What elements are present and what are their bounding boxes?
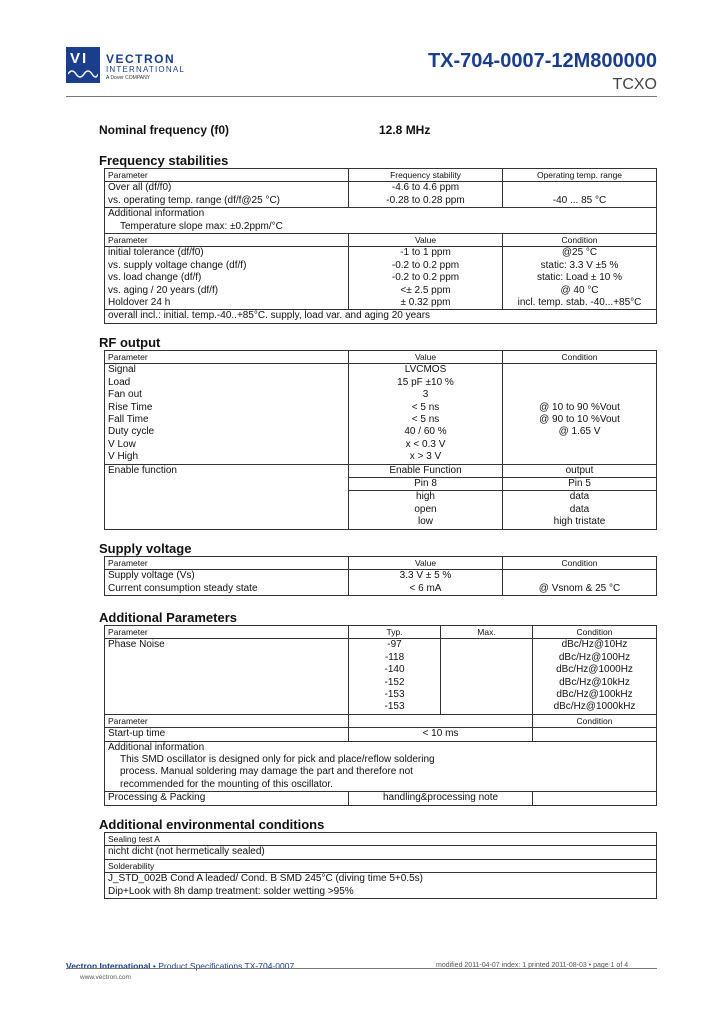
cell: overall incl.: initial. temp.-40..+85°C. supply, load var. and aging 20 years (105, 310, 657, 323)
table-row (105, 208, 657, 221)
cell (441, 701, 533, 714)
cell: vs. supply voltage change (df/f) (105, 260, 349, 272)
cell: data (503, 491, 657, 504)
cell (503, 570, 657, 583)
cell: @ 90 to 10 %Vout (503, 414, 657, 426)
table-row (105, 754, 657, 766)
environmental-table (104, 832, 657, 899)
table-row (105, 766, 657, 778)
table-row (105, 182, 657, 195)
table-header (105, 557, 657, 570)
wave-icon (68, 68, 98, 80)
table-row (105, 639, 657, 652)
cell: V Low (105, 439, 349, 451)
table-row (105, 297, 657, 310)
cell (503, 182, 657, 195)
cell: high (349, 491, 503, 504)
table-row (105, 846, 657, 859)
cell (441, 639, 533, 652)
col-header: Condition (533, 626, 657, 639)
table-row (105, 583, 657, 596)
cell: -0.2 to 0.2 ppm (349, 272, 503, 284)
section-rf-output: RF output (99, 335, 161, 350)
cell: Pin 5 (503, 478, 657, 491)
table-row (105, 426, 657, 438)
cell (441, 652, 533, 664)
col-header: Parameter (105, 714, 349, 727)
cell: open (349, 504, 503, 516)
cell: Supply voltage (Vs) (105, 570, 349, 583)
cell: 3.3 V ± 5 % (349, 570, 503, 583)
table-row (105, 195, 657, 208)
cell: -153 (349, 689, 441, 701)
nominal-frequency-label: Nominal frequency (f0) (99, 123, 230, 137)
table-row (105, 389, 657, 401)
cell: Dip+Look with 8h damp treatment: solder wetting >95% (105, 886, 657, 899)
cell: dBc/Hz@100kHz (533, 689, 657, 701)
cell: low (349, 516, 503, 529)
vectron-logo (66, 47, 100, 83)
cell: ± 0.32 ppm (349, 297, 503, 310)
footer-divider (66, 968, 657, 969)
cell: static: 3.3 V ±5 % (503, 260, 657, 272)
table-row (105, 402, 657, 414)
cell: nicht dicht (not hermetically sealed) (105, 846, 657, 859)
cell: process. Manual soldering may damage the part and therefore not (105, 766, 657, 778)
table-row (105, 414, 657, 426)
table-row (105, 464, 657, 477)
col-header: Operating temp. range (503, 169, 657, 182)
cell: Additional information (105, 741, 657, 754)
additional-parameters-table (104, 625, 657, 806)
cell: V High (105, 451, 349, 464)
cell: dBc/Hz@1000kHz (533, 701, 657, 714)
cell: 3 (349, 389, 503, 401)
col-header: Frequency stability (349, 169, 503, 182)
cell: J_STD_002B Cond A leaded/ Cond. B SMD 245°C (diving time 5+0.5s) (105, 873, 657, 886)
footer-print-info: modified 2011-04-07 index: 1 printed 2011-08-03 • page 1 of 4 (436, 962, 629, 969)
table-row (105, 873, 657, 886)
cell (441, 689, 533, 701)
table-row (105, 451, 657, 464)
cell: < 5 ns (349, 414, 503, 426)
table-row (105, 310, 657, 323)
col-header: Max. (441, 626, 533, 639)
cell (503, 439, 657, 451)
table-row (105, 272, 657, 284)
cell: -1 to 1 ppm (349, 247, 503, 260)
cell (441, 664, 533, 676)
cell: Temperature slope max: ±0.2ppm/°C (105, 221, 657, 234)
col-header: Value (349, 234, 503, 247)
table-row (105, 439, 657, 451)
cell: dBc/Hz@10kHz (533, 677, 657, 689)
cell: x < 0.3 V (349, 439, 503, 451)
table-row (105, 741, 657, 754)
cell: -153 (349, 701, 441, 714)
cell: Signal (105, 364, 349, 377)
section-environmental: Additional environmental conditions (99, 817, 325, 832)
cell: Pin 8 (349, 478, 503, 491)
cell (533, 792, 657, 805)
brand-name: VECTRON (106, 52, 176, 66)
col-header: Parameter (105, 234, 349, 247)
brand-company: A Dover COMPANY (106, 75, 151, 81)
cell: Rise Time (105, 402, 349, 414)
table-header (105, 714, 657, 727)
header-divider (66, 96, 657, 97)
cell: < 6 mA (349, 583, 503, 596)
cell (503, 364, 657, 377)
cell: @ Vsnom & 25 °C (503, 583, 657, 596)
cell: Phase Noise (105, 639, 349, 714)
brand-subtitle: INTERNATIONAL (106, 65, 186, 74)
cell: @ 10 to 90 %Vout (503, 402, 657, 414)
cell: handling&processing note (349, 792, 533, 805)
cell: -118 (349, 652, 441, 664)
frequency-stability-table (104, 168, 657, 324)
footer-spec: • Product Specifications TX-704-0007 (150, 961, 295, 971)
cell: static: Load ± 10 % (503, 272, 657, 284)
col-header: Sealing test A (105, 833, 657, 846)
cell: 15 pF ±10 % (349, 377, 503, 389)
cell: vs. operating temp. range (df/f@25 °C) (105, 195, 349, 208)
footer-website[interactable]: www.vectron.com (80, 974, 131, 981)
cell: -140 (349, 664, 441, 676)
table-header (105, 859, 657, 872)
table-header (105, 833, 657, 846)
cell: < 10 ms (349, 728, 533, 741)
cell: -0.28 to 0.28 ppm (349, 195, 503, 208)
cell: @ 1.65 V (503, 426, 657, 438)
cell: Additional information (105, 208, 657, 221)
cell: -40 ... 85 °C (503, 195, 657, 208)
cell: recommended for the mounting of this oscillator. (105, 779, 657, 792)
table-header (105, 169, 657, 182)
nominal-frequency-value: 12.8 MHz (379, 123, 431, 137)
table-row (105, 377, 657, 389)
cell: Fan out (105, 389, 349, 401)
cell: Start-up time (105, 728, 349, 741)
cell: @25 °C (503, 247, 657, 260)
cell (503, 377, 657, 389)
cell: Current consumption steady state (105, 583, 349, 596)
cell: LVCMOS (349, 364, 503, 377)
cell: Enable Function (349, 464, 503, 477)
table-row (105, 221, 657, 234)
cell: Fall Time (105, 414, 349, 426)
rf-output-table (104, 350, 657, 530)
section-frequency-stabilities: Frequency stabilities (99, 153, 229, 168)
cell: Enable function (105, 464, 349, 529)
cell: -0.2 to 0.2 ppm (349, 260, 503, 272)
col-header: Condition (503, 234, 657, 247)
footer-company-name: Vectron International (66, 961, 151, 971)
cell (503, 451, 657, 464)
cell: initial tolerance (df/f0) (105, 247, 349, 260)
table-row (105, 792, 657, 805)
cell: Load (105, 377, 349, 389)
cell: x > 3 V (349, 451, 503, 464)
cell: <± 2.5 ppm (349, 285, 503, 297)
col-header: Condition (503, 557, 657, 570)
section-additional-parameters: Additional Parameters (99, 610, 237, 625)
cell (533, 728, 657, 741)
table-row (105, 364, 657, 377)
cell (441, 677, 533, 689)
col-header: Parameter (105, 626, 349, 639)
document-type: TCXO (612, 76, 657, 93)
table-header (105, 626, 657, 639)
cell: vs. load change (df/f) (105, 272, 349, 284)
col-header: Condition (533, 714, 657, 727)
cell: vs. aging / 20 years (df/f) (105, 285, 349, 297)
cell: -152 (349, 677, 441, 689)
table-row (105, 570, 657, 583)
logo-mark: VI (70, 50, 89, 67)
col-header: Parameter (105, 351, 349, 364)
supply-voltage-table (104, 556, 657, 596)
col-header: Typ. (349, 626, 441, 639)
table-row (105, 247, 657, 260)
section-supply-voltage: Supply voltage (99, 541, 192, 556)
col-header: Value (349, 557, 503, 570)
col-header: Value (349, 351, 503, 364)
table-header (105, 351, 657, 364)
cell: dBc/Hz@10Hz (533, 639, 657, 652)
cell: high tristate (503, 516, 657, 529)
cell: dBc/Hz@1000Hz (533, 664, 657, 676)
document-title: TX-704-0007-12M800000 (427, 50, 657, 72)
cell: output (503, 464, 657, 477)
table-header (105, 234, 657, 247)
table-row (105, 779, 657, 792)
cell: -4.6 to 4.6 ppm (349, 182, 503, 195)
col-header (349, 714, 533, 727)
cell: Duty cycle (105, 426, 349, 438)
cell: @ 40 °C (503, 285, 657, 297)
table-row (105, 260, 657, 272)
cell: 40 / 60 % (349, 426, 503, 438)
cell: data (503, 504, 657, 516)
col-header: Condition (503, 351, 657, 364)
cell: < 5 ns (349, 402, 503, 414)
cell: incl. temp. stab. -40...+85°C (503, 297, 657, 310)
cell: Holdover 24 h (105, 297, 349, 310)
cell: dBc/Hz@100Hz (533, 652, 657, 664)
cell: This SMD oscillator is designed only for pick and place/reflow soldering (105, 754, 657, 766)
col-header: Parameter (105, 169, 349, 182)
table-row (105, 728, 657, 741)
cell (503, 389, 657, 401)
table-row (105, 285, 657, 297)
col-header: Parameter (105, 557, 349, 570)
cell: Processing & Packing (105, 792, 349, 805)
footer-company (66, 961, 294, 971)
cell: -97 (349, 639, 441, 652)
col-header: Solderability (105, 859, 657, 872)
table-row (105, 886, 657, 899)
cell: Over all (df/f0) (105, 182, 349, 195)
